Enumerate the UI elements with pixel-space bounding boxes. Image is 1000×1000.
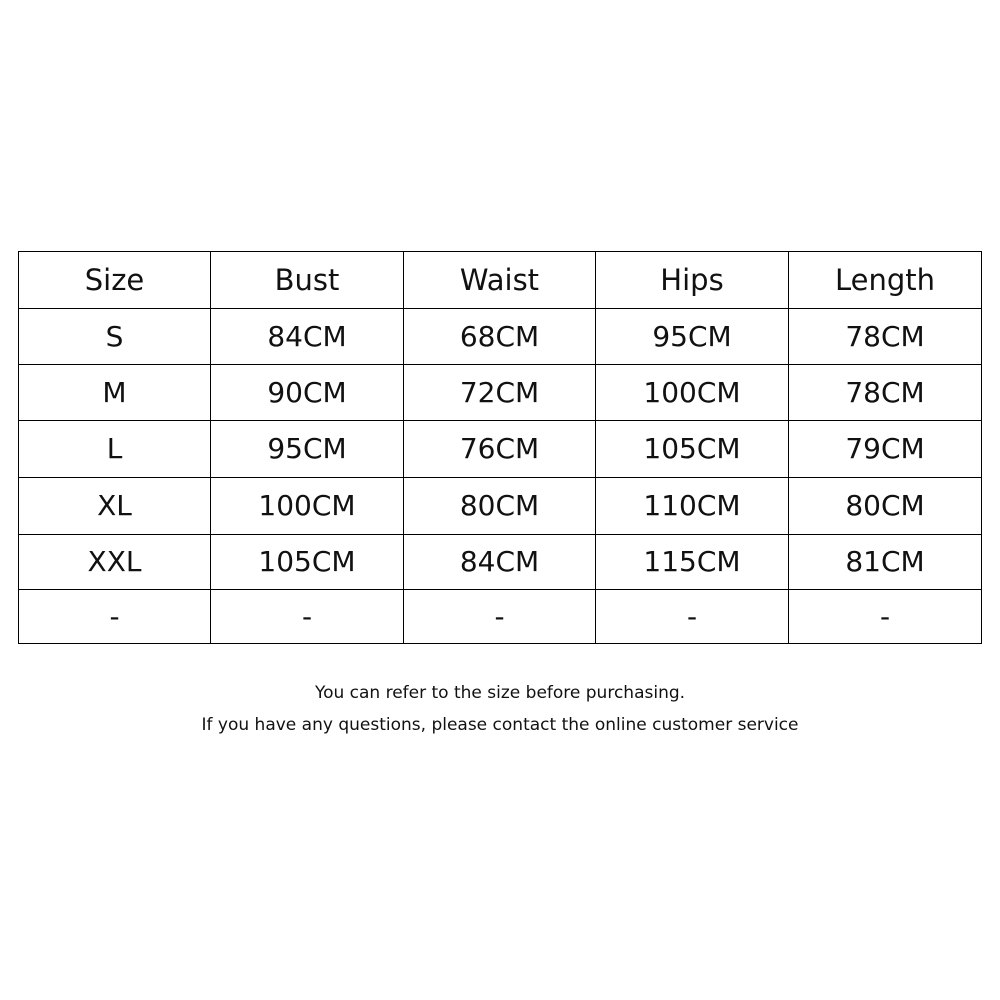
table-row (19, 478, 982, 535)
cell-size: XL (19, 478, 211, 535)
cell-hips: 95CM (596, 309, 789, 365)
note-refer-size: You can refer to the size before purchasing. (314, 683, 686, 703)
table-row (19, 535, 982, 590)
cell-bust: 90CM (211, 365, 404, 421)
cell-size: - (19, 590, 211, 644)
cell-hips: 105CM (596, 421, 789, 478)
cell-hips: 110CM (596, 478, 789, 535)
table-row (19, 590, 982, 644)
cell-hips: - (596, 590, 789, 644)
size-chart-table (18, 251, 982, 644)
cell-waist: 72CM (404, 365, 596, 421)
cell-hips: 115CM (596, 535, 789, 590)
table-header-row (19, 252, 982, 309)
header-bust: Bust (211, 252, 404, 309)
cell-waist: 84CM (404, 535, 596, 590)
cell-size: L (19, 421, 211, 478)
table-row (19, 365, 982, 421)
header-length: Length (789, 252, 982, 309)
cell-hips: 100CM (596, 365, 789, 421)
cell-length: 79CM (789, 421, 982, 478)
cell-size: XXL (19, 535, 211, 590)
cell-length: 80CM (789, 478, 982, 535)
cell-waist: 80CM (404, 478, 596, 535)
cell-waist: 76CM (404, 421, 596, 478)
cell-length: 78CM (789, 365, 982, 421)
cell-bust: 95CM (211, 421, 404, 478)
note-contact-service: If you have any questions, please contact the online customer service (201, 715, 799, 735)
cell-bust: 105CM (211, 535, 404, 590)
cell-length: - (789, 590, 982, 644)
cell-bust: 100CM (211, 478, 404, 535)
header-waist: Waist (404, 252, 596, 309)
cell-length: 81CM (789, 535, 982, 590)
table-row (19, 421, 982, 478)
cell-size: S (19, 309, 211, 365)
cell-waist: 68CM (404, 309, 596, 365)
header-hips: Hips (596, 252, 789, 309)
cell-length: 78CM (789, 309, 982, 365)
cell-bust: 84CM (211, 309, 404, 365)
cell-size: M (19, 365, 211, 421)
size-notes (0, 679, 1000, 743)
header-size: Size (19, 252, 211, 309)
cell-bust: - (211, 590, 404, 644)
cell-waist: - (404, 590, 596, 644)
table-row (19, 309, 982, 365)
